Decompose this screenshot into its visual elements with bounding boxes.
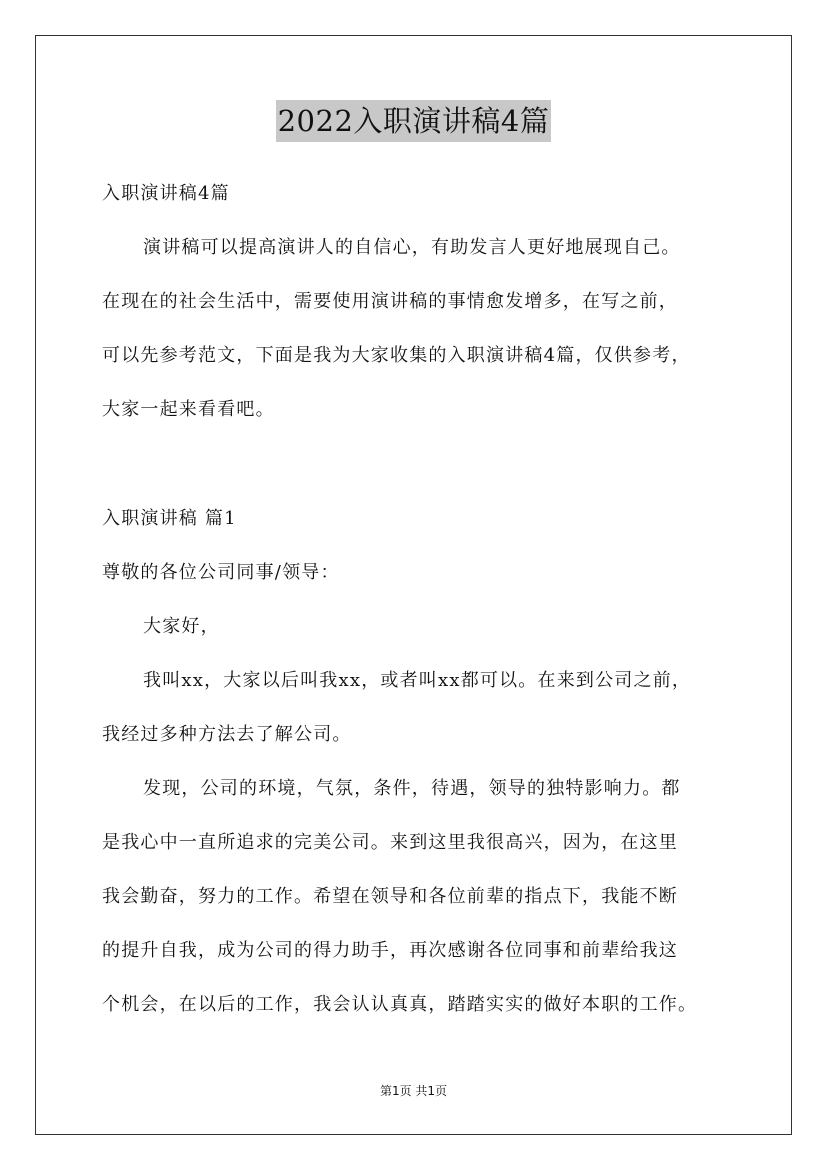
paragraph-line: 个机会，在以后的工作，我会认认真真，踏踏实实的做好本职的工作。: [102, 994, 698, 1015]
intro-line: 大家一起来看看吧。: [102, 399, 275, 420]
intro-line: 可以先参考范文，下面是我为大家收集的入职演讲稿4篇，仅供参考，: [102, 345, 691, 366]
document-heading: 入职演讲稿4篇: [102, 183, 230, 204]
paragraph-line: 我经过多种方法去了解公司。: [102, 724, 352, 745]
greeting: 大家好，: [143, 616, 220, 637]
paragraph-line: 我会勤奋，努力的工作。希望在领导和各位前辈的指点下，我能不断: [102, 886, 678, 907]
title-container: [0, 100, 827, 142]
paragraph-line: 发现，公司的环境，气氛，条件，待遇，领导的独特影响力。都: [143, 778, 681, 799]
intro-line: 在现在的社会生活中，需要使用演讲稿的事情愈发增多，在写之前，: [102, 291, 678, 312]
paragraph-line: 我叫xx，大家以后叫我xx，或者叫xx都可以。在来到公司之前，: [143, 670, 692, 691]
section1-heading: 入职演讲稿 篇1: [102, 508, 237, 529]
page-footer: 第1页 共1页: [379, 1084, 448, 1098]
paragraph-line: 是我心中一直所追求的完美公司。来到这里我很高兴，因为，在这里: [102, 832, 678, 853]
salutation: 尊敬的各位公司同事/领导：: [102, 562, 340, 583]
intro-line: 演讲稿可以提高演讲人的自信心，有助发言人更好地展现自己。: [143, 237, 681, 258]
document-title: 2022入职演讲稿4篇: [276, 100, 552, 142]
paragraph-line: 的提升自我，成为公司的得力助手，再次感谢各位同事和前辈给我这: [102, 940, 678, 961]
